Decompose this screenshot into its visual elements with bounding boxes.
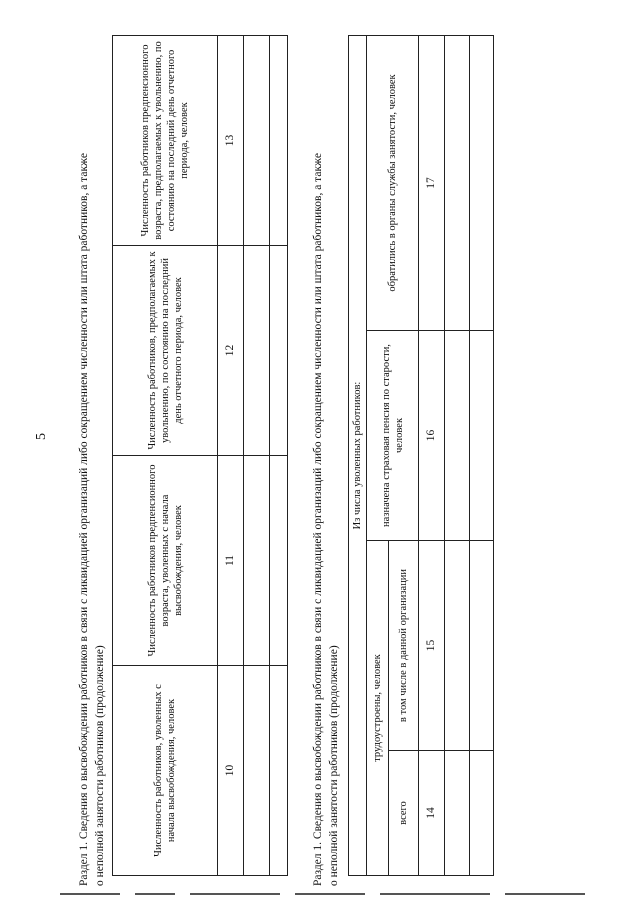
s1-colnum-13: 13 [218, 36, 244, 246]
s2-this-org-header: в том числе в данной организации [389, 541, 419, 751]
s1-header-col13: Численность работников предпенсионного возраста, предполагаемых к увольнению, по состоянию на последний день отчетного периода, человек [113, 36, 218, 246]
s1-header-col12: Численность работников, предполагаемых к увольнению, по состоянию на последний день отчетного периода, человек [113, 246, 218, 456]
s1-empty-cell [270, 666, 288, 876]
section2-heading-line2: о неполной занятости работников (продолжение) [328, 645, 340, 886]
s2-empty-cell [470, 541, 494, 751]
section2-heading-line1: Раздел 1. Сведения о высвобождении работников в связи с ликвидацией организаций либо сокращением численности или штата работников, а также [312, 153, 324, 886]
s2-empty-cell [445, 541, 470, 751]
section1-table [112, 35, 288, 876]
s1-empty-cell [270, 36, 288, 246]
s1-empty-cell [244, 36, 270, 246]
section1-heading-line1: Раздел 1. Сведения о высвобождении работников в связи с ликвидацией организаций либо сокращением численности или штата работников, а также [78, 153, 90, 886]
s1-header-col11: Численность работников предпенсионного возраста, уволенных с начала высвобождения, человек [113, 456, 218, 666]
scan-artifact-line [0, 893, 640, 899]
s2-employed-header: трудоустроены, человек [367, 541, 389, 876]
s2-empty-cell [445, 751, 470, 876]
section1-table-wrapper [112, 35, 288, 876]
s1-colnum-12: 12 [218, 246, 244, 456]
s2-colnum-17: 17 [419, 35, 445, 330]
s2-colnum-14: 14 [419, 751, 445, 876]
s2-group-header: Из числа уволенных работников: [349, 35, 367, 875]
section2-heading [310, 153, 342, 886]
s1-header-col10: Численность работников, уволенных с начала высвобождения, человек [113, 666, 218, 876]
s2-empty-cell [445, 35, 470, 330]
s2-employment-service-header: обратились в органы службы занятости, человек [367, 35, 419, 330]
s2-empty-cell [470, 751, 494, 876]
s1-empty-cell [270, 456, 288, 666]
s2-empty-cell [470, 35, 494, 330]
section1-heading [76, 153, 108, 886]
s2-colnum-16: 16 [419, 331, 445, 541]
section1-heading-line2: о неполной занятости работников (продолжение) [94, 645, 106, 886]
s2-total-header: всего [389, 751, 419, 876]
page-number: 5 [34, 433, 49, 440]
s2-empty-cell [445, 331, 470, 541]
s2-colnum-15: 15 [419, 541, 445, 751]
s2-pension-header: назначена страховая пенсия по старости, человек [367, 331, 419, 541]
s1-colnum-10: 10 [218, 666, 244, 876]
s1-colnum-11: 11 [218, 456, 244, 666]
s1-empty-cell [270, 246, 288, 456]
s1-empty-cell [244, 246, 270, 456]
s2-empty-cell [470, 331, 494, 541]
s1-empty-cell [244, 666, 270, 876]
section2-table-wrapper [348, 35, 494, 876]
section2-table [348, 35, 494, 876]
s1-empty-cell [244, 456, 270, 666]
